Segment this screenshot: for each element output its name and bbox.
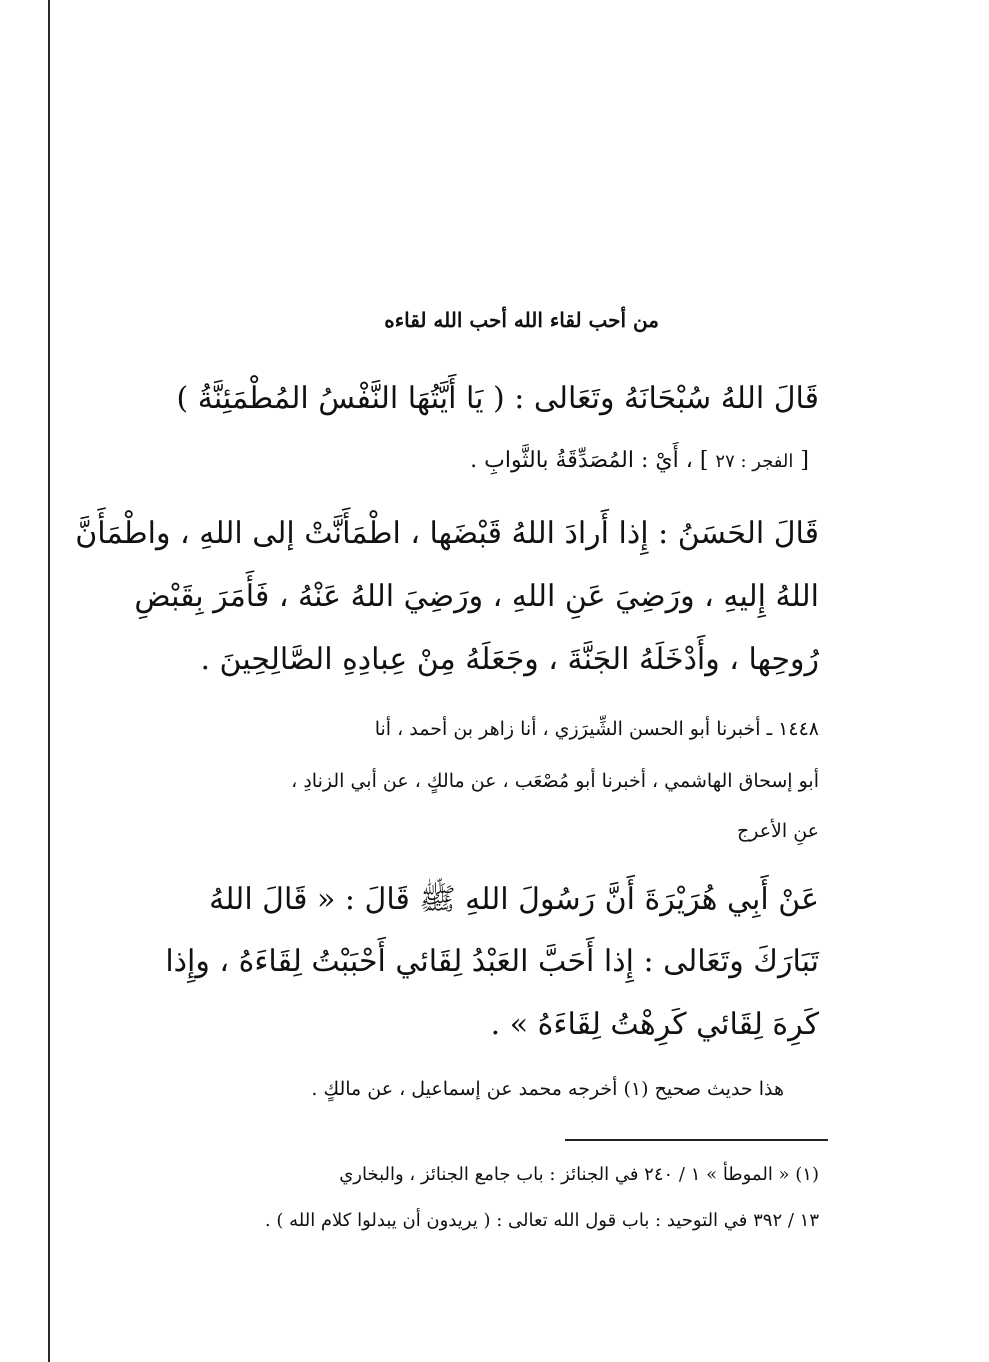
verse-explanation: ، أَيْ : المُصَدِّقَةُ بالثَّوابِ . [470, 448, 693, 473]
isnad-line-2: أبو إسحاق الهاشمي ، أخبرنا أبو مُصْعَب ، عن مالكٍ ، عن أبي الزنادِ ، [291, 770, 819, 792]
page-edge-line [48, 0, 50, 1362]
verse-ref-close: ] [699, 448, 709, 473]
hadith-grading: هذا حديث صحيح (١) أخرجه محمد عن إسماعيل ، عن مالكٍ . [311, 1078, 784, 1100]
hadith-line-1: عَنْ أَبِي هُرَيْرَةَ أَنَّ رَسُولَ اللهِ ﷺ قَالَ : « قَالَ اللهُ [209, 882, 819, 917]
verse-intro-line-1: قَالَ اللهُ سُبْحَانَهُ وتَعَالى : ( يَا أَيَّتُهَا النَّفْسُ المُطْمَئِنَّةُ ) [176, 381, 819, 416]
isnad-line-1: ١٤٤٨ ـ أخبرنا أبو الحسن الشِّيرَزي ، أنا زاهر بن أحمد ، أنا [374, 718, 819, 740]
hasan-quote-line-2: اللهُ إِليهِ ، ورَضِيَ عَنِ اللهِ ، ورَضِيَ اللهُ عَنْهُ ، فَأَمَرَ بِقَبْضِ [134, 579, 819, 614]
hasan-quote-line-1: قَالَ الحَسَنُ : إِذا أَرادَ اللهُ قَبْضَها ، اطْمَأَنَّتْ إلى اللهِ ، واطْمَأَنَّ [75, 516, 819, 551]
isnad-line-3: عنِ الأعرج [736, 820, 819, 842]
verse-reference: الفجر : ٢٧ [715, 451, 794, 472]
hasan-quote-line-3: رُوحِها ، وأَدْخَلَهُ الجَنَّةَ ، وجَعَلَهُ مِنْ عِبادِهِ الصَّالِحِينَ . [200, 642, 819, 677]
verse-ref-open: [ [800, 448, 809, 473]
hadith-line-2: تَبَارَكَ وتَعَالى : إِذا أَحَبَّ العَبْدُ لِقَائي أَحْبَبْتُ لِقَاءَهُ ، وإِذا [165, 944, 819, 979]
footnote-divider [565, 1139, 828, 1141]
verse-intro-line-2 [470, 450, 809, 472]
hadith-line-3: كَرِهَ لِقَائي كَرِهْتُ لِقَاءَهُ » . [490, 1007, 819, 1042]
footnote-line-2: ١٣ / ٣٩٢ في التوحيد : باب قول الله تعالى : ( يريدون أن يبدلوا كلام الله ) . [264, 1210, 819, 1231]
footnote-line-1: (١) « الموطأ » ١ / ٢٤٠ في الجنائز : باب جامع الجنائز ، والبخاري [339, 1164, 819, 1185]
section-heading: من أحب لقاء الله أحب الله لقاءه [384, 308, 659, 332]
